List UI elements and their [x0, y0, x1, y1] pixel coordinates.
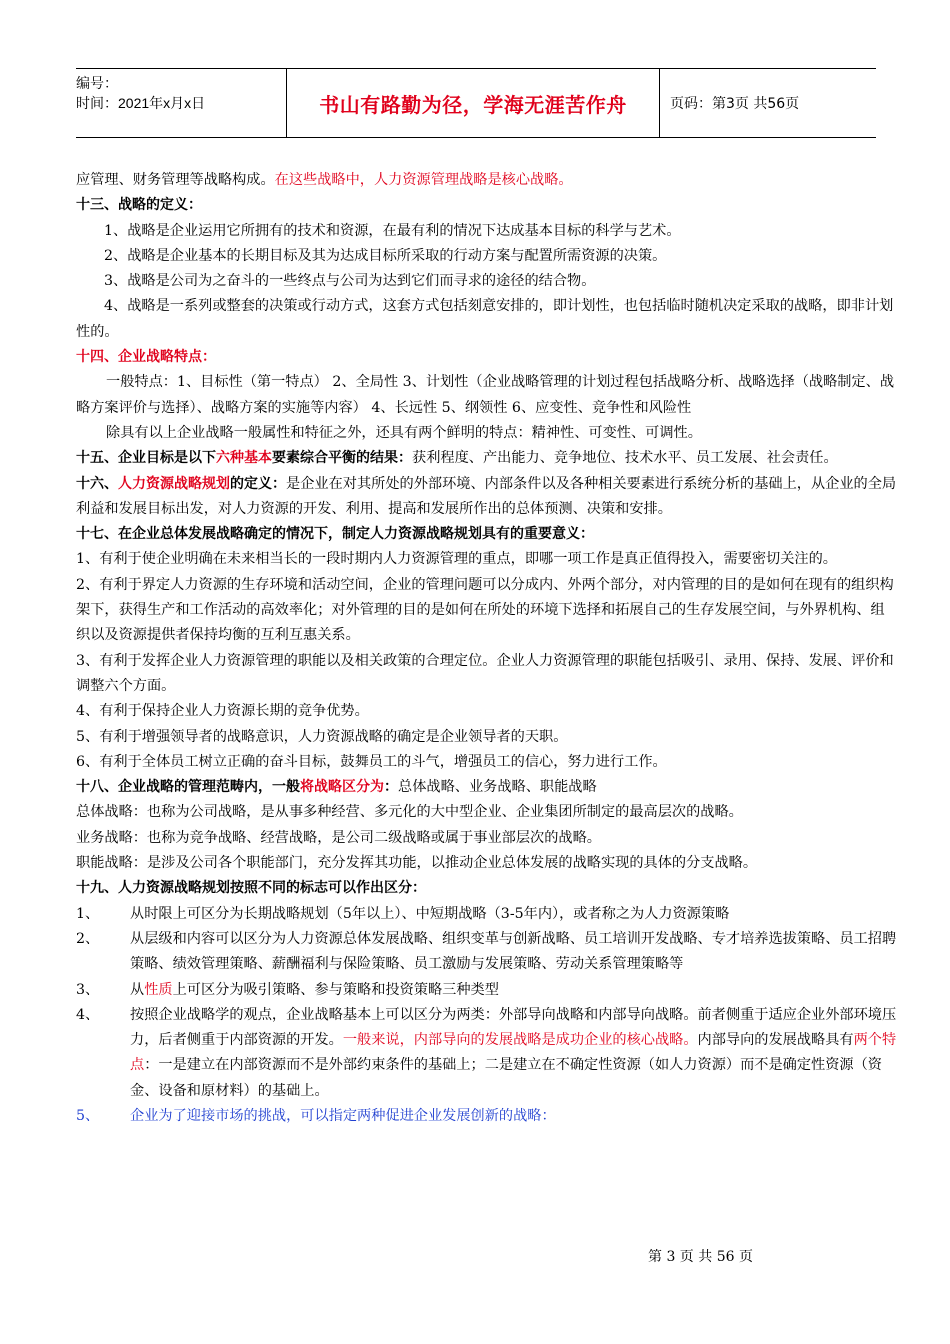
- item-number: 1、: [76, 905, 100, 922]
- numbered-item: [76, 1104, 898, 1129]
- highlight-text: 在这些战略中，人力资源管理战略是核心战略。: [274, 172, 573, 188]
- list-item: 2、战略是企业基本的长期目标及其为达成目标所采取的行动方案与配置所需资源的决策。: [104, 247, 667, 264]
- page-header: [76, 68, 876, 138]
- heading-text: 的定义：: [230, 475, 286, 492]
- list-item: 5、有利于增强领导者的战略意识，人力资源战略的确定是企业领导者的天职。: [76, 728, 568, 745]
- item-text: 从时限上可区分为长期战略规划（5年以上）、中短期战略（3-5年内），或者称之为人力资源策略: [130, 905, 730, 922]
- text: 从: [130, 981, 145, 998]
- header-meta: [76, 69, 286, 137]
- highlight-text: 一般来说，内部导向的发展战略是成功企业的核心战略。: [342, 1032, 698, 1049]
- header-motto: 书山有路勤为径，学海无涯苦作舟: [286, 69, 660, 137]
- highlight-text: 人力资源战略规划: [118, 475, 230, 492]
- page-footer: 第 3 页 共 56 页: [648, 1249, 753, 1265]
- document-body: [76, 168, 898, 1129]
- paragraph: 除具有以上企业战略一般属性和特征之外，还具有两个鲜明的特点：精神性、可变性、可调性。: [106, 424, 702, 441]
- item-number: 5、: [76, 1107, 100, 1124]
- text: 内部导向的发展战略具有: [697, 1032, 854, 1049]
- highlight-text: 六种基本: [216, 450, 272, 467]
- item-text: [130, 1003, 898, 1104]
- text: 按照企业战略学的观点，企业战略基本上可以区分为两类：外部导向战略和内部导向战略。前者侧重于适应企业外部环境压力，后者侧重于内部资源的开发。: [130, 1006, 897, 1049]
- text: 上可区分为吸引策略、参与策略和投资策略三种类型: [172, 981, 499, 998]
- heading-text: 要素综合平衡的结果：: [272, 450, 412, 467]
- list-item: 4、战略是一系列或整套的决策或行动方式，这套方式包括刻意安排的，即计划性，也包括临时随机决定采取的战略，即非计划性的。: [76, 298, 894, 340]
- list-item: 1、战略是企业运用它所拥有的技术和资源，在最有利的情况下达成基本目标的科学与艺术。: [104, 222, 681, 239]
- paragraph: 职能战略：是涉及公司各个职能部门，充分发挥其功能，以推动企业总体发展的战略实现的具体的分支战略。: [76, 855, 758, 872]
- item-number: 2、: [76, 930, 100, 947]
- text: 是企业在对其所处的外部环境、内部条件以及各种相关要素进行系统分析的基础上，从企业的全局利益和发展目标出发，对人力资源的开发、利用、提高和发展所作出的总体预测、决策和安排。: [76, 475, 897, 517]
- list-item: 2、有利于界定人力资源的生存环境和活动空间，企业的管理问题可以分成内、外两个部分，对内管理的目的是如何在现有的组织构架下，获得生产和工作活动的高效率化；对外管理的目的是如何在所处的环境下选择和拓展自己的生存发展空间，与外界机构、组织以及资源提供者保持均衡的互利互惠关系。: [76, 576, 894, 644]
- heading-text: 十八、企业战略的管理范畴内，一般: [76, 779, 300, 796]
- paragraph: 业务战略：也称为竞争战略、经营战略，是公司二级战略或属于事业部层次的战略。: [76, 829, 601, 846]
- numbered-item: [76, 927, 898, 978]
- text: 获利程度、产出能力、竞争地位、技术水平、员工发展、社会责任。: [412, 450, 838, 467]
- paragraph: 一般特点：1、目标性（第一特点） 2、全局性 3、计划性（企业战略管理的计划过程包括战略分析、战略选择（战略制定、战略方案评价与选择）、战略方案的实施等内容） 4、长远性 5、纲领性 6、应变性、竞争性和风险性: [76, 374, 895, 416]
- heading-text: 十六、: [76, 475, 118, 492]
- paragraph: 总体战略：也称为公司战略，是从事多种经营、多元化的大中型企业、企业集团所制定的最高层次的战略。: [76, 804, 743, 821]
- item-text: 从层级和内容可以区分为人力资源总体发展战略、组织变革与创新战略、员工培训开发战略、专才培养选拔策略、员工招聘策略、绩效管理策略、薪酬福利与保险策略、员工激励与发展策略、劳动关系管理策略等: [130, 930, 897, 973]
- section-heading: 十九、人力资源战略规划按照不同的标志可以作出区分：: [76, 880, 426, 897]
- section-paragraph: [76, 446, 898, 471]
- section-heading: 十四、企业战略特点：: [76, 349, 216, 366]
- time-label: 时间：2021年x月x日: [76, 95, 206, 111]
- item-number: 4、: [76, 1006, 100, 1023]
- item-number: 3、: [76, 981, 100, 998]
- text: ：一是建立在内部资源而不是外部约束条件的基础上；二是建立在不确定性资源（如人力资源）而不是确定性资源（资金、设备和原材料）的基础上。: [130, 1057, 882, 1099]
- list-item: 6、有利于全体员工树立正确的奋斗目标，鼓舞员工的斗气，增强员工的信心，努力进行工作。: [76, 753, 667, 770]
- list-item: 3、有利于发挥企业人力资源管理的职能以及相关政策的合理定位。企业人力资源管理的职能包括吸引、录用、保持、发展、评价和调整六个方面。: [76, 652, 894, 694]
- numbered-item: [76, 1003, 898, 1104]
- heading-text: ：: [384, 779, 398, 796]
- section-heading: 十七、在企业总体发展战略确定的情况下，制定人力资源战略规划具有的重要意义：: [76, 526, 594, 543]
- highlight-text: 将战略区分为: [300, 779, 384, 796]
- item-text: [130, 978, 898, 1003]
- section-paragraph: [76, 775, 898, 800]
- list-item: 4、有利于保持企业人力资源长期的竞争优势。: [76, 703, 369, 720]
- text: 总体战略、业务战略、职能战略: [398, 779, 597, 796]
- text: 应管理、财务管理等战略构成。: [76, 172, 275, 188]
- numbered-item: [76, 902, 898, 927]
- item-text: 企业为了迎接市场的挑战，可以指定两种促进企业发展创新的战略：: [130, 1107, 556, 1124]
- highlight-text: 两个特点: [130, 1032, 897, 1074]
- highlight-text: 性质: [144, 981, 173, 998]
- paragraph: [76, 168, 898, 193]
- list-item: 3、战略是公司为之奋斗的一些终点与公司为达到它们而寻求的途径的结合物。: [104, 273, 596, 290]
- header-page-info: 页码：第3页 共56页: [670, 96, 800, 112]
- section-paragraph: [76, 472, 898, 523]
- heading-text: 十五、企业目标是以下: [76, 450, 216, 467]
- numbered-item: [76, 978, 898, 1003]
- code-label: 编号：: [76, 75, 118, 91]
- section-heading: 十三、战略的定义：: [76, 197, 202, 214]
- list-item: 1、有利于使企业明确在未来相当长的一段时期内人力资源管理的重点，即哪一项工作是真正值得投入，需要密切关注的。: [76, 551, 837, 568]
